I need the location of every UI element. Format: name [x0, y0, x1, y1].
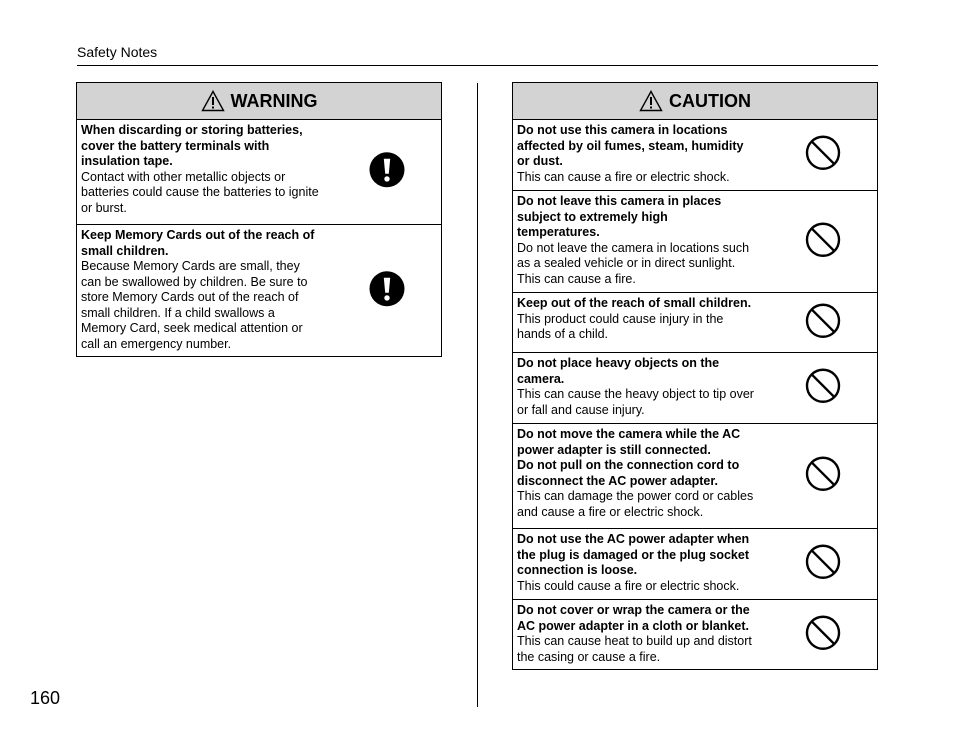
- caution-item: [513, 353, 877, 424]
- prohibited-icon: [805, 456, 841, 497]
- warning-item-body-line: small children. If a child swallows a: [81, 305, 275, 320]
- caution-item-text: [517, 123, 773, 185]
- caution-item: [513, 191, 877, 293]
- prohibited-icon: [805, 615, 841, 656]
- caution-item-body-line: or fall and cause injury.: [517, 402, 645, 417]
- warning-triangle-icon: [201, 90, 225, 112]
- warning-item-body-line: call an emergency number.: [81, 336, 232, 351]
- warning-item-body-line: store Memory Cards out of the reach of: [81, 290, 299, 304]
- warning-title: WARNING: [230, 91, 318, 111]
- caution-item: [513, 529, 877, 600]
- caution-item-body-line: the casing or cause a fire.: [517, 649, 661, 664]
- prohibited-icon: [805, 544, 841, 585]
- caution-item-body-line: This could cause a fire or electric shock.: [517, 578, 740, 593]
- warning-item-text: [81, 123, 335, 216]
- caution-item: [513, 293, 877, 353]
- caution-item-body-line: hands of a child.: [517, 327, 609, 341]
- caution-item-heading-line: connection is loose.: [517, 563, 638, 577]
- caution-item-body-line: This can cause heat to build up and distort: [517, 634, 752, 648]
- caution-item-heading-line: Do not use this camera in locations: [517, 123, 728, 137]
- page-number: 160: [30, 688, 61, 708]
- header-rule: [77, 65, 878, 66]
- caution-item-body-line: This can cause the heavy object to tip over: [517, 387, 754, 401]
- warning-item-heading-line: small children.: [81, 243, 169, 258]
- prohibited-icon: [805, 221, 841, 262]
- caution-item-body-line: Do not leave the camera in locations such: [517, 240, 750, 255]
- prohibited-icon: [805, 135, 841, 176]
- caution-item-body-line: This product could cause injury in the: [517, 311, 724, 326]
- prohibited-icon: [805, 368, 841, 409]
- caution-item-heading-line: disconnect the AC power adapter.: [517, 473, 718, 488]
- caution-item-text: [517, 603, 773, 665]
- caution-item-body-line: This can damage the power cord or cables: [517, 489, 754, 503]
- mandatory-exclamation-icon: [369, 270, 405, 311]
- warning-item-body-line: or burst.: [81, 200, 127, 215]
- caution-item-heading-line: Do not leave this camera in places: [517, 194, 722, 208]
- caution-item: [513, 120, 877, 191]
- caution-title: CAUTION: [669, 91, 751, 111]
- warning-panel: [76, 82, 442, 357]
- caution-item-body-line: This can cause a fire.: [517, 271, 636, 286]
- warning-item-heading-line: cover the battery terminals with: [81, 138, 270, 153]
- caution-item: [513, 424, 877, 529]
- warning-item-heading-line: Keep Memory Cards out of the reach of: [81, 228, 315, 242]
- caution-header: [513, 83, 877, 120]
- caution-item-heading-line: or dust.: [517, 154, 563, 168]
- caution-triangle-icon: [639, 90, 663, 112]
- caution-item-body-line: and cause a fire or electric shock.: [517, 504, 704, 519]
- page-header-title: Safety Notes: [77, 44, 158, 60]
- caution-item-heading-line: Do not move the camera while the AC: [517, 427, 741, 441]
- column-divider: [477, 83, 478, 707]
- prohibited-icon: [805, 302, 841, 343]
- caution-item-heading-line: temperatures.: [517, 225, 600, 239]
- caution-item-heading-line: Do not cover or wrap the camera or the: [517, 603, 750, 617]
- caution-panel: [512, 82, 878, 670]
- caution-item-heading-line: Keep out of the reach of small children.: [517, 296, 752, 310]
- caution-item-heading-line: subject to extremely high: [517, 209, 668, 224]
- caution-item-text: [517, 296, 773, 343]
- caution-item-body-line: as a sealed vehicle or in direct sunlight.: [517, 256, 736, 270]
- caution-item-heading-line: the plug is damaged or the plug socket: [517, 547, 749, 562]
- caution-item-heading-line: Do not place heavy objects on the: [517, 356, 720, 370]
- caution-item-body-line: This can cause a fire or electric shock.: [517, 169, 730, 184]
- warning-item: [77, 120, 441, 225]
- warning-item: [77, 225, 441, 356]
- caution-item-text: [517, 194, 773, 287]
- caution-item-text: [517, 532, 773, 594]
- warning-item-heading-line: insulation tape.: [81, 154, 173, 168]
- caution-item-heading-line: Do not use the AC power adapter when: [517, 532, 750, 546]
- mandatory-exclamation-icon: [369, 152, 405, 193]
- caution-item-text: [517, 427, 773, 520]
- warning-header: [77, 83, 441, 120]
- warning-item-body-line: Contact with other metallic objects or: [81, 169, 286, 184]
- caution-item-text: [517, 356, 773, 418]
- warning-item-body-line: Memory Card, seek medical attention or: [81, 321, 303, 335]
- caution-item-heading-line: Do not pull on the connection cord to: [517, 458, 740, 472]
- warning-item-body-line: Because Memory Cards are small, they: [81, 259, 300, 273]
- warning-item-heading-line: When discarding or storing batteries,: [81, 123, 303, 137]
- warning-item-body-line: can be swallowed by children. Be sure to: [81, 274, 308, 289]
- caution-item-heading-line: AC power adapter in a cloth or blanket.: [517, 618, 749, 633]
- caution-item-heading-line: camera.: [517, 371, 565, 386]
- caution-item: [513, 600, 877, 670]
- caution-item-heading-line: affected by oil fumes, steam, humidity: [517, 138, 744, 153]
- caution-item-heading-line: power adapter is still connected.: [517, 442, 711, 457]
- warning-item-text: [81, 228, 335, 352]
- warning-item-body-line: batteries could cause the batteries to ignite: [81, 185, 319, 199]
